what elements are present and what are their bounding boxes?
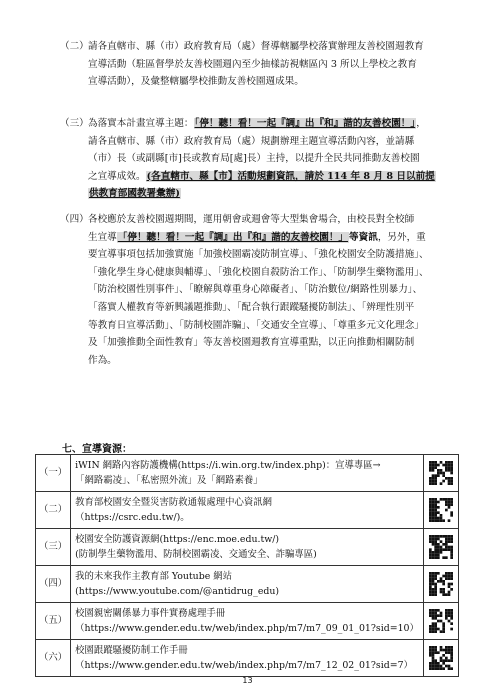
item-line <box>88 281 422 299</box>
resource-line[interactable]: 教育部校園安全暨災害防救通報處理中心資訊網 <box>75 496 273 508</box>
text-run: 等教育日宣導活動」、「防制校園詐騙」、「交通安全宣導」、「尊重多元文化理念」 <box>88 319 424 331</box>
text-run: 供教育部國教署彙辦) <box>89 188 180 200</box>
item-line <box>88 150 420 168</box>
text-run: 作為。 <box>88 354 117 366</box>
qr-cell <box>423 529 458 566</box>
resource-description <box>71 529 424 566</box>
text-run: 宣導活動），及彙整轄屬學校推動友善校園週成果。 <box>88 76 304 88</box>
text-run: 之宣導成效。 <box>88 170 146 182</box>
resource-line[interactable]: 校園親密關係暴力事件實務處理手冊 <box>75 607 226 619</box>
row-number: （六） <box>36 640 71 677</box>
table-row <box>36 455 459 492</box>
table-row <box>36 640 459 677</box>
text-run: 「停！聽！看！一起『調』出『和』諧的友善校園！」 <box>194 118 416 129</box>
text-run: 宣導活動（駐區督學於友善校園週內至少抽樣訪視轄區內 3 所以上學校之教育 <box>88 58 417 70</box>
item-line <box>88 264 429 282</box>
table-row <box>36 603 459 640</box>
qr-cell <box>423 455 458 492</box>
text-run: 各校應於友善校園週期間，運用朝會或週會等大型集會場合，由校長對全校師 <box>88 214 415 225</box>
row-number: （一） <box>36 455 71 492</box>
item-line <box>88 246 429 264</box>
text-run: 生宣導 <box>88 231 117 243</box>
text-run: 「落實人權教育等新興議題推動」、「配合執行跟蹤騷擾防制法」、「辨理性別平 <box>88 302 415 313</box>
resource-description <box>71 566 424 603</box>
item-number: （四） <box>60 214 89 225</box>
row-number: （四） <box>36 566 71 603</box>
qr-code-icon[interactable] <box>429 535 453 559</box>
page-number: 13 <box>242 676 253 685</box>
resource-description <box>71 455 424 492</box>
item-line <box>88 56 417 74</box>
item-line <box>88 317 424 335</box>
resource-description <box>71 640 424 677</box>
item-number: （二） <box>60 41 89 52</box>
row-number: （二） <box>36 492 71 529</box>
text-run: 要宣導事項包括加強實施「加強校園霸凌防制宣導」、「強化校園安全防護措施」、 <box>88 249 429 261</box>
text-run: ， <box>416 118 426 129</box>
row-number: （三） <box>36 529 71 566</box>
table-row <box>36 492 459 529</box>
item-line <box>88 115 426 133</box>
text-run: ，另外，重 <box>377 231 426 243</box>
qr-code-icon[interactable] <box>429 609 453 633</box>
row-number: （五） <box>36 603 71 640</box>
text-run: 「停！聽！看！一起『調』出『和』諧的友善校園！」 <box>117 231 349 243</box>
qr-cell <box>423 566 458 603</box>
item-line <box>88 299 414 317</box>
resource-line[interactable]: 校園安全防護資源網(https://enc.moe.edu.tw/) <box>75 533 280 545</box>
qr-cell <box>423 603 458 640</box>
resource-description <box>71 492 424 529</box>
text-run: (各直轄市、縣【市】活動規劃資訊，請於 114 年 8 月 8 日以前提 <box>146 170 435 182</box>
text-run: 「防治校園性別事件」、「瞭解與尊重身心障礙者」、「防治數位/網路性別暴力」、 <box>88 284 423 296</box>
item-number: （三） <box>60 118 89 129</box>
item-line <box>88 185 181 203</box>
qr-cell <box>423 492 458 529</box>
text-run: 請各直轄市、縣（市）政府教育局（處）規劃辦理主題宣導活動內容，並請縣 <box>88 135 415 147</box>
item-line <box>88 168 436 186</box>
resource-line[interactable]: 我的未來我作主教育部 Youtube 網站 <box>75 570 232 582</box>
table-row <box>36 566 459 603</box>
resource-description <box>71 603 424 640</box>
qr-code-icon[interactable] <box>429 646 453 670</box>
resource-line[interactable]: (防制學生藥物濫用、防制校園霸凌、交通安全、詐騙專區) <box>75 549 317 560</box>
resource-line[interactable]: （https://csrc.edu.tw/)。 <box>75 512 190 523</box>
item-line <box>88 229 426 247</box>
item-line <box>88 133 414 151</box>
resource-line[interactable]: （https://www.gender.edu.tw/web/index.php/m7/m7_09_01_01?sid=10） <box>75 623 419 634</box>
text-run: 請各直轄市、縣（市）政府教育局（處）督導轄屬學校落實辦理友善校園週教育 <box>88 41 424 52</box>
resource-line[interactable]: （https://www.gender.edu.tw/web/index.php/m7/m7_12_02_01?sid=7） <box>75 660 413 671</box>
item-line <box>88 334 414 352</box>
text-run: 等資訊 <box>349 231 378 243</box>
qr-code-icon[interactable] <box>429 572 453 596</box>
text-run: 為落實本計畫宣導主題： <box>88 118 194 129</box>
qr-code-icon[interactable] <box>429 498 453 522</box>
item-line <box>88 73 304 91</box>
text-run: 及「加強推動全面性教育」等友善校園週教育宣導重點，以正向推動相關防制 <box>88 337 415 349</box>
item-line <box>88 352 117 370</box>
resource-line[interactable]: (https://www.youtube.com/@antidrug_edu) <box>75 586 280 597</box>
text-run: （市）長（或副縣[市]長或教育局[處]長）主持，以提升全民共同推動友善校園 <box>88 153 420 165</box>
qr-code-icon[interactable] <box>429 461 453 485</box>
section-title: 七、宣導資源： <box>62 444 132 455</box>
resource-line[interactable]: iWIN 網路內容防護機構(https://i.win.org.tw/index.php)：宣導專區→ <box>75 459 381 471</box>
table-row <box>36 529 459 566</box>
item-line <box>88 38 424 56</box>
qr-cell <box>423 640 458 677</box>
text-run: 「強化學生身心健康與輔導」、「強化校園自殺防治工作」、「防制學生藥物濫用」、 <box>88 266 429 278</box>
resource-line[interactable]: 「網路霸凌」、「私密照外流」及「網路素養」 <box>75 475 263 486</box>
resources-table <box>35 454 459 677</box>
resource-line[interactable]: 校園跟蹤騷擾防制工作手冊 <box>75 644 188 656</box>
item-line <box>88 211 414 229</box>
